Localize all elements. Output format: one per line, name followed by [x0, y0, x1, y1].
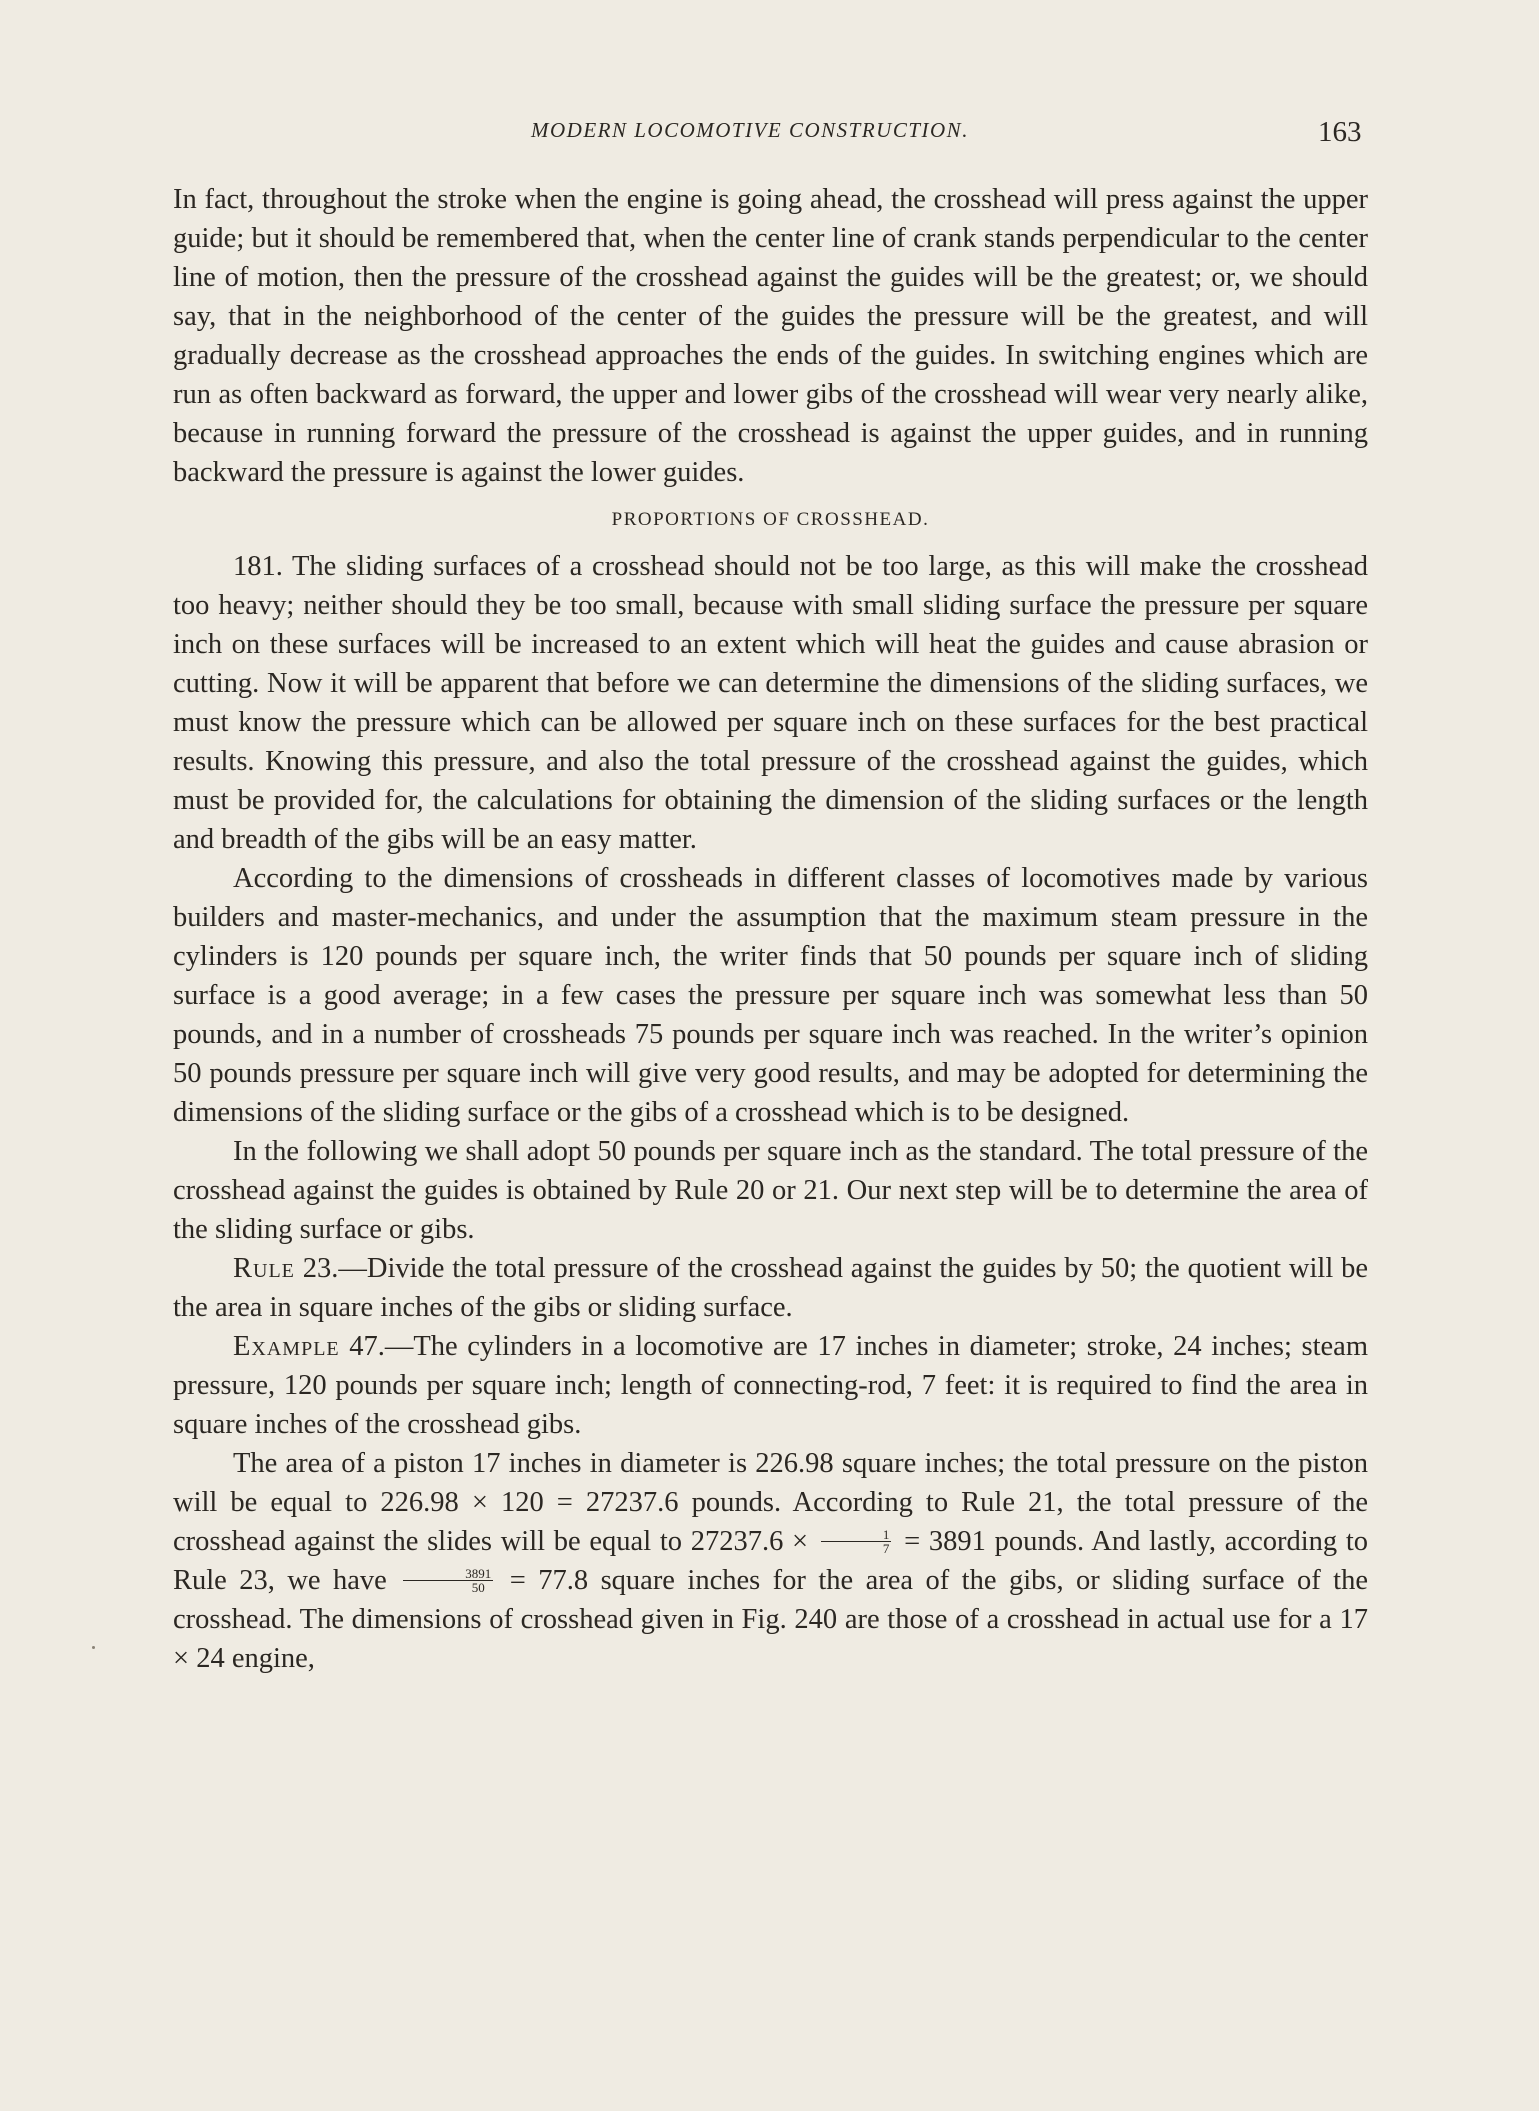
- example-text: 47.—The cylinders in a locomotive are 17 inches in diameter; stroke, 24 inches; steam pressure, 120 pounds per square inch; length of connecting-rod, 7 feet: it is required to find the area in square inches of the crosshead gibs.: [173, 1331, 1368, 1440]
- calculation-text-1: The area of a piston 17 inches in diameter is 226.98 square inches; the total pressure on the piston will be equal to 226.98 × 120 = 27237.6 pounds. According to Rule 21, the total pressure of the crosshead against the slides will be equal to 27237.6 ×: [173, 1448, 1368, 1557]
- paragraph-181: 181. The sliding surfaces of a crosshead should not be too large, as this will make the crosshead too heavy; neither should they be too small, because with small sliding surface the pressure per square inch on these surfaces will be increased to an extent which will heat the guides and cause abrasion or cutting. Now it will be apparent that before we can determine the dimensions of the sliding surfaces, we must know the pressure which can be allowed per square inch on these surfaces for the best practical results. Knowing this pressure, and also the total pressure of the crosshead against the guides, which must be provided for, the calculations for obtaining the dimension of the sliding surfaces or the length and breadth of the gibs will be an easy matter.: [173, 551, 1368, 855]
- fraction-one-seventh: [821, 1528, 892, 1555]
- paragraph-example-47: [173, 1327, 1368, 1444]
- rule-label: Rule: [233, 1253, 295, 1284]
- fraction-numerator: 1: [821, 1528, 892, 1542]
- rule-text: 23.—Divide the total pressure of the crosshead against the guides by 50; the quotient will be the area in square inches of the gibs or sliding surface.: [173, 1253, 1368, 1323]
- paragraph-crosshead-pressure: In fact, throughout the stroke when the engine is going ahead, the crosshead will press against the upper guide; but it should be remembered that, when the center line of crank stands perpendicular to the center line of motion, then the pressure of the crosshead against the guides will be the greatest; or, we should say, that in the neighborhood of the center of the guides the pressure will be the greatest, and will gradually decrease as the crosshead approaches the ends of the guides. In switching engines which are run as often backward as forward, the upper and lower gibs of the crosshead will wear very nearly alike, because in running forward the pressure of the crosshead is against the upper guides, and in running backward the pressure is against the lower guides.: [173, 184, 1368, 488]
- paragraph-dimensions: According to the dimensions of crossheads in different classes of locomotives made by various builders and master-mechanics, and under the assumption that the maximum steam pressure in the cylinders is 120 pounds per square inch, the writer finds that 50 pounds per square inch of sliding surface is a good average; in a few cases the pressure per square inch was somewhat less than 50 pounds, and in a number of crossheads 75 pounds per square inch was reached. In the writer’s opinion 50 pounds pressure per square inch will give very good results, and may be adopted for determining the dimensions of the sliding surface or the gibs of a crosshead which is to be designed.: [173, 863, 1368, 1128]
- calculation-text-3: = 77.8 square inches for the area of the gibs, or sliding surface of the crosshead. The dimensions of crosshead given in Fig. 240 are those of a crosshead in actual use for a 17 × 24 engine,: [173, 1565, 1368, 1674]
- calculation-text-2: = 3891 pounds. And lastly, according to Rule 23, we have: [173, 1526, 1369, 1596]
- margin-speck: [92, 1646, 95, 1649]
- section-heading: PROPORTIONS OF CROSSHEAD.: [611, 509, 930, 530]
- fraction-denominator: 50: [471, 1579, 485, 1595]
- fraction-3891-over-50: [403, 1567, 493, 1594]
- paragraph-rule-23: [173, 1249, 1368, 1327]
- body-text: [173, 180, 1368, 1678]
- fraction-numerator: 3891: [403, 1567, 493, 1581]
- running-head-title: MODERN LOCOMOTIVE CONSTRUCTION.: [531, 118, 969, 142]
- fraction-denominator: 7: [882, 1540, 890, 1556]
- page-number: 163: [1318, 116, 1362, 148]
- paragraph-calculation: [173, 1444, 1368, 1678]
- example-label: Example: [233, 1331, 340, 1362]
- paragraph-standard: In the following we shall adopt 50 pounds per square inch as the standard. The total pressure of the crosshead against the guides is obtained by Rule 20 or 21. Our next step will be to determine the area of the sliding surface or gibs.: [173, 1136, 1368, 1245]
